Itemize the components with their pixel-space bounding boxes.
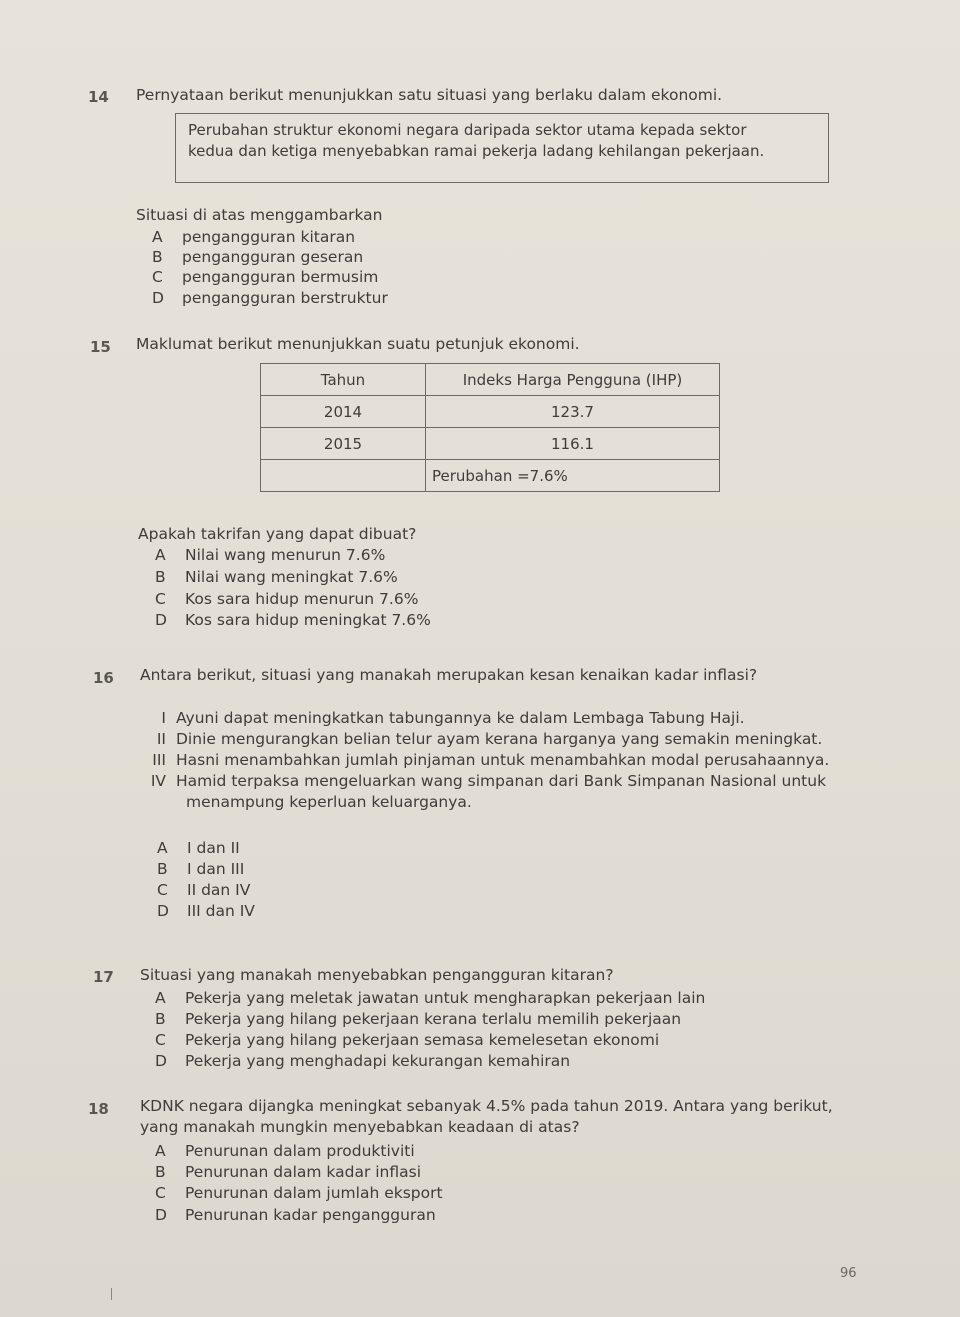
option-letter: A (155, 989, 166, 1007)
option-text: Nilai wang meningkat 7.6% (185, 568, 398, 586)
option-text: I dan II (187, 839, 240, 857)
option-letter: D (155, 611, 167, 629)
statement-i (130, 708, 745, 729)
option-text: Pekerja yang menghadapi kekurangan kemahiran (185, 1052, 571, 1070)
table-header-row (261, 364, 720, 396)
option-text: I dan III (187, 860, 245, 878)
option-text: Pekerja yang hilang pekerjaan kerana terlalu memilih pekerjaan (185, 1010, 682, 1028)
statement-text: Hasni menambahkan jumlah pinjaman untuk menambahkan modal perusahaannya. (176, 751, 830, 769)
option-text: Penurunan dalam kadar inflasi (185, 1163, 422, 1181)
option-letter: A (155, 1142, 166, 1160)
option-text: Penurunan dalam jumlah eksport (185, 1184, 443, 1202)
box-line-2: kedua dan ketiga menyebabkan ramai pekerja ladang kehilangan pekerjaan. (188, 142, 765, 160)
option-text: Penurunan dalam produktiviti (185, 1142, 415, 1160)
roman-numeral: IV (150, 772, 166, 790)
question-14-stem: Situasi di atas menggambarkan (136, 206, 383, 224)
table-header-cell: Tahun (261, 364, 426, 396)
option-16a[interactable] (157, 838, 240, 859)
option-17a[interactable] (155, 988, 705, 1009)
box-line-1: Perubahan struktur ekonomi negara daripada sektor utama kepada sektor (188, 121, 747, 139)
option-text: pengangguran berstruktur (182, 289, 388, 307)
option-text: Pekerja yang meletak jawatan untuk mengharapkan pekerjaan lain (185, 989, 706, 1007)
option-text: Nilai wang menurun 7.6% (185, 546, 386, 564)
option-text: Kos sara hidup menurun 7.6% (185, 590, 419, 608)
cpi-table (260, 363, 720, 492)
option-letter: B (152, 248, 163, 266)
option-text: pengangguran kitaran (182, 228, 356, 246)
question-18-text-line1: KDNK negara dijangka meningkat sebanyak 4.5% pada tahun 2019. Antara yang berikut, (140, 1097, 833, 1115)
question-15-stem: Apakah takrifan yang dapat dibuat? (138, 525, 417, 543)
option-text: III dan IV (187, 902, 255, 920)
question-15-number: 15 (90, 338, 111, 356)
option-letter: B (155, 1010, 166, 1028)
option-15b[interactable] (155, 567, 398, 588)
option-letter: A (157, 839, 168, 857)
option-letter: C (155, 590, 166, 608)
option-17b[interactable] (155, 1009, 681, 1030)
option-18c[interactable] (155, 1183, 443, 1204)
roman-numeral: II (156, 730, 166, 748)
page-number: 96 (840, 1266, 857, 1281)
option-16c[interactable] (157, 880, 250, 901)
question-14-text: Pernyataan berikut menunjukkan satu situasi yang berlaku dalam ekonomi. (136, 86, 723, 104)
table-cell: 2015 (261, 428, 426, 460)
statement-text: Hamid terpaksa mengeluarkan wang simpanan dari Bank Simpanan Nasional untuk (176, 772, 827, 790)
option-letter: D (155, 1206, 167, 1224)
statement-ii (130, 729, 822, 750)
option-15a[interactable] (155, 545, 385, 566)
option-17d[interactable] (155, 1051, 570, 1072)
table-row (261, 396, 720, 428)
option-text: pengangguran bermusim (182, 268, 379, 286)
table-cell: 123.7 (426, 396, 720, 428)
option-letter: C (152, 268, 163, 286)
statement-iii (130, 750, 829, 771)
question-17-number: 17 (93, 968, 114, 986)
question-14-number: 14 (88, 88, 109, 106)
question-17-text: Situasi yang manakah menyebabkan pengangguran kitaran? (140, 966, 614, 984)
option-text: Pekerja yang hilang pekerjaan semasa kemelesetan ekonomi (185, 1031, 660, 1049)
option-letter: B (157, 860, 168, 878)
option-text: pengangguran geseran (182, 248, 364, 266)
option-15d[interactable] (155, 610, 431, 631)
roman-numeral: I (161, 709, 166, 727)
margin-mark (111, 1288, 112, 1300)
option-letter: C (155, 1184, 166, 1202)
statement-iv-continuation: menampung keperluan keluarganya. (186, 793, 472, 811)
option-14c[interactable] (152, 267, 378, 288)
table-cell-empty (261, 460, 426, 492)
option-letter: D (157, 902, 169, 920)
roman-numeral: III (152, 751, 166, 769)
statement-text: Dinie mengurangkan belian telur ayam kerana harganya yang semakin meningkat. (176, 730, 823, 748)
option-15c[interactable] (155, 589, 418, 610)
option-14b[interactable] (152, 247, 363, 268)
option-text: II dan IV (187, 881, 251, 899)
table-cell: 116.1 (426, 428, 720, 460)
option-letter: D (152, 289, 164, 307)
question-18-number: 18 (88, 1100, 109, 1118)
option-17c[interactable] (155, 1030, 659, 1051)
option-letter: B (155, 568, 166, 586)
option-16d[interactable] (157, 901, 255, 922)
option-14d[interactable] (152, 288, 388, 309)
option-letter: D (155, 1052, 167, 1070)
question-14-statement-box (175, 113, 829, 183)
option-14a[interactable] (152, 227, 355, 248)
question-15-text: Maklumat berikut menunjukkan suatu petunjuk ekonomi. (136, 335, 580, 353)
question-16-text: Antara berikut, situasi yang manakah merupakan kesan kenaikan kadar inflasi? (140, 666, 758, 684)
option-text: Kos sara hidup meningkat 7.6% (185, 611, 431, 629)
option-letter: C (157, 881, 168, 899)
option-letter: C (155, 1031, 166, 1049)
table-footer-cell: Perubahan =7.6% (426, 460, 720, 492)
statement-text: Ayuni dapat meningkatkan tabungannya ke dalam Lembaga Tabung Haji. (176, 709, 745, 727)
option-letter: B (155, 1163, 166, 1181)
option-18d[interactable] (155, 1205, 436, 1226)
table-row (261, 428, 720, 460)
option-letter: A (155, 546, 166, 564)
table-cell: 2014 (261, 396, 426, 428)
option-16b[interactable] (157, 859, 244, 880)
option-text: Penurunan kadar pengangguran (185, 1206, 436, 1224)
question-18-text-line2: yang manakah mungkin menyebabkan keadaan di atas? (140, 1118, 580, 1136)
option-letter: A (152, 228, 163, 246)
option-18a[interactable] (155, 1141, 415, 1162)
table-header-cell: Indeks Harga Pengguna (IHP) (426, 364, 720, 396)
statement-iv (130, 771, 826, 792)
table-footer-row (261, 460, 720, 492)
question-16-number: 16 (93, 669, 114, 687)
option-18b[interactable] (155, 1162, 421, 1183)
